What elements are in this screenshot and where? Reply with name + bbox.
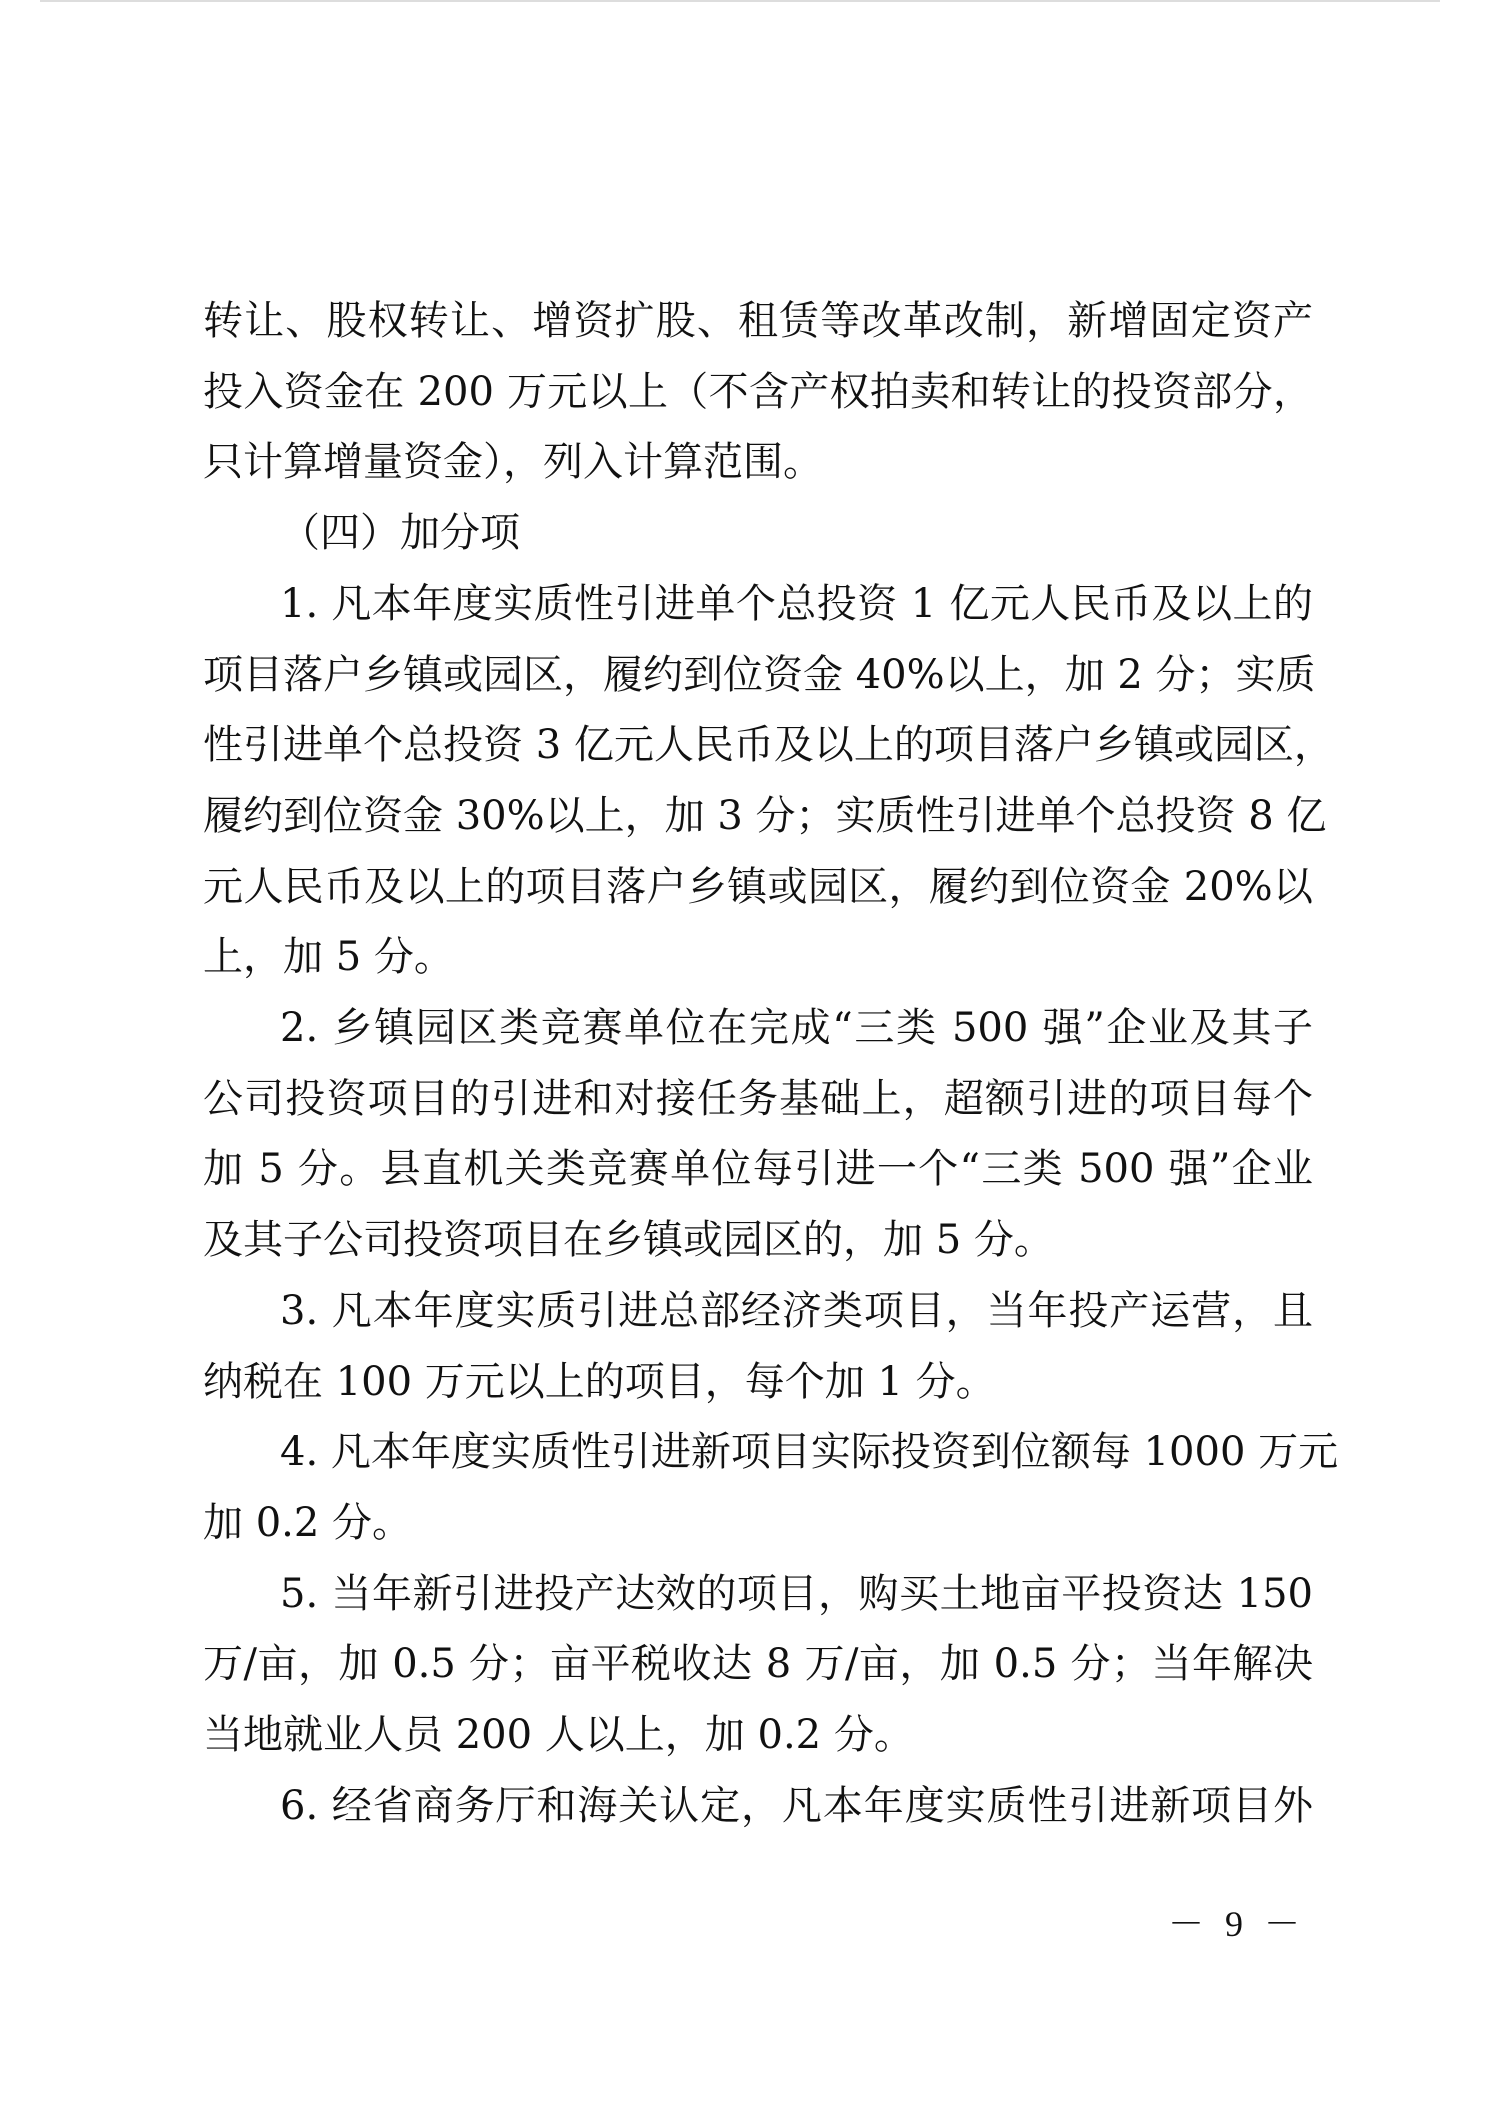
paragraph-line: 履约到位资金 30%以上，加 3 分；实质性引进单个总投资 8 亿: [203, 792, 1327, 839]
paragraph-line: 只计算增量资金），列入计算范围。: [203, 439, 823, 486]
paragraph-line: 6. 经省商务厅和海关认定，凡本年度实质性引进新项目外: [280, 1782, 1313, 1829]
paragraph-line: 1. 凡本年度实质性引进单个总投资 1 亿元人民币及以上的: [280, 580, 1313, 627]
paragraph-line: 纳税在 100 万元以上的项目，每个加 1 分。: [203, 1358, 996, 1405]
paragraph-line: 当地就业人员 200 人以上，加 0.2 分。: [203, 1712, 914, 1758]
paragraph-line: 加 5 分。县直机关类竞赛单位每引进一个“三类 500 强”企业: [203, 1146, 1313, 1193]
paragraph-line: 公司投资项目的引进和对接任务基础上，超额引进的项目每个: [203, 1075, 1313, 1122]
paragraph-line: 转让、股权转让、增资扩股、租赁等改革改制，新增固定资产: [203, 298, 1313, 344]
paragraph-line: 投入资金在 200 万元以上（不含产权拍卖和转让的投资部分，: [203, 368, 1313, 415]
paragraph-line: 5. 当年新引进投产达效的项目，购买土地亩平投资达 150: [280, 1570, 1313, 1617]
paragraph-line: 加 0.2 分。: [203, 1499, 413, 1546]
paragraph-line: 2. 乡镇园区类竞赛单位在完成“三类 500 强”企业及其子: [280, 1005, 1313, 1051]
paragraph-line: 4. 凡本年度实质性引进新项目实际投资到位额每 1000 万元: [280, 1429, 1339, 1476]
paragraph-line: 3. 凡本年度实质引进总部经济类项目，当年投产运营，且: [280, 1287, 1313, 1334]
paragraph-line: 及其子公司投资项目在乡镇或园区的，加 5 分。: [203, 1217, 1054, 1264]
paragraph-line: 万/亩，加 0.5 分；亩平税收达 8 万/亩，加 0.5 分；当年解决: [203, 1641, 1313, 1688]
paragraph-line: 性引进单个总投资 3 亿元人民币及以上的项目落户乡镇或园区，: [203, 722, 1334, 769]
section-heading: （四）加分项: [280, 510, 520, 557]
paragraph-line: 项目落户乡镇或园区，履约到位资金 40%以上，加 2 分；实质: [203, 651, 1316, 698]
page-number: － 9 －: [1168, 1904, 1307, 1944]
paragraph-line: 元人民币及以上的项目落户乡镇或园区，履约到位资金 20%以: [203, 863, 1313, 910]
scan-edge-mark: [40, 0, 1440, 2]
paragraph-line: 上，加 5 分。: [203, 934, 454, 981]
